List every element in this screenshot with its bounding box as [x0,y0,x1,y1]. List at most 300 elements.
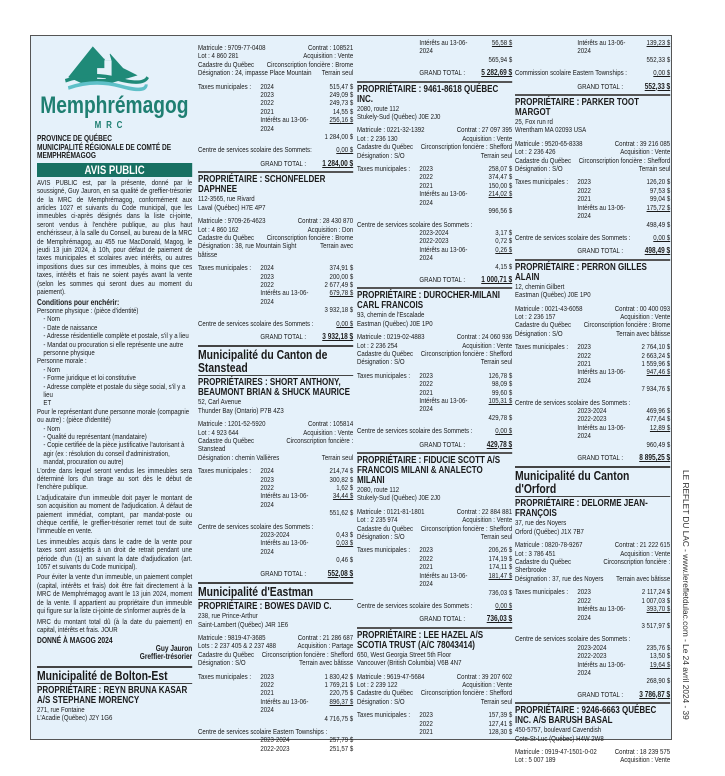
tax-amount: 256,16 $ [329,115,354,125]
school-taxes [198,320,353,328]
owner-address-line: Cote-St-Luc (Québec) H4W 2W8 [515,733,604,743]
notice-list-item: - Nom [43,423,60,433]
tax-amount: 249,09 $ [329,90,354,100]
notice-line: Pour le représentant d'une personne morale (compagnie ou autre) : (pièce d'identité) [37,406,190,425]
tax-row [357,572,512,589]
info-left: Désignation : 24, impasse Place Mountain [198,68,312,78]
owner-address-line: Orford (Québec) J1X 7B7 [515,526,584,536]
spacer [357,441,419,449]
property-info [515,305,670,339]
tax-label [357,56,419,64]
owner-block [198,171,353,212]
owner-name: PROPRIÉTAIRE : REYN BRUNA KASAR A/S STEPHANE MORENCY [37,684,188,706]
tax-label: Taxes municipales : [515,342,569,352]
notice-list-item: - Forme juridique et loi constitutive [43,373,136,383]
tax-row [357,207,512,215]
owner-address-line: 238, rue Prince-Arthur [198,611,258,621]
tax-period: Intérêts au 13-06-2024 [419,244,468,263]
tax-amount: 469,96 $ [646,406,671,415]
tax-label [515,39,577,56]
tax-row [515,441,670,449]
school-amount: 0,00 $ [495,600,513,610]
owner-address-line: 93, chemin de l'Escalade [357,310,425,320]
tax-row [515,385,670,393]
tax-amount: 126,20 $ [646,177,671,187]
property-info [198,44,353,78]
info-left: Lot : 2 236 157 [515,311,556,321]
tax-label [198,492,260,509]
info-left: Lot : 2 236 426 [515,147,556,157]
tax-period: 2022 [260,483,274,493]
tax-label [515,622,577,630]
info-row [515,575,670,583]
tax-period: 2021 [419,387,433,397]
tax-amount: 551,62 $ [329,508,354,518]
tax-period: 2023-2024 [577,406,607,415]
tax-period: 2023 [419,710,433,720]
school-amount: 0,00 $ [653,68,671,78]
grand-total-label: GRAND TOTAL : [260,568,307,578]
tax-row [198,476,353,484]
grand-total-amount: 1 000,71 $ [481,274,513,284]
tax-period [577,622,630,630]
tax-period: 2021 [419,726,433,736]
tax-period: 2023 [577,177,591,187]
tax-period: 2023 [260,271,274,281]
property-info [198,420,353,462]
info-left: Cadastre du Québec [198,59,255,69]
tax-label [198,108,260,116]
grand-total-amount: 552,08 $ [327,568,354,578]
owner-block [515,702,670,743]
tax-label [515,385,577,393]
tax-amount: 150,00 $ [488,180,513,190]
info-row [515,756,670,764]
info-row [198,659,353,667]
tax-amount: 19,64 $ [649,659,671,669]
property-info [515,748,670,765]
tax-amount: 0,03 $ [336,538,354,548]
tax-period: 2023 [577,587,591,597]
tax-period [577,385,630,393]
grand-total-label: GRAND TOTAL : [260,331,307,341]
tax-amount: 126,78 $ [488,370,513,380]
tax-period [577,56,630,64]
info-right: Terrain avec [320,241,354,251]
tax-label [357,263,419,271]
tax-amount: 4 716,75 $ [324,713,354,723]
owner-name: PROPRIÉTAIRE : 9461-8618 QUÉBEC INC. [357,83,499,105]
school-label: Centre de services scolaire des Sommets : [515,634,631,644]
property-info [198,634,353,668]
tax-amount: 3 932,18 $ [324,305,354,315]
tax-label [515,187,577,195]
tax-label [357,380,419,388]
tax-label [515,221,577,229]
info-right: Contrat : 24 060 936 [456,332,513,342]
school-taxes [357,602,512,610]
tax-amount: 251,57 $ [329,743,354,753]
tax-amount: 249,73 $ [329,98,354,108]
tax-amount: 99,60 $ [491,387,513,397]
tax-period: 2024 [260,466,274,476]
grand-total-amount: 3 786,87 $ [639,689,671,699]
info-right: Contrat : 00 400 093 [614,303,671,313]
tax-period: 2022 [419,379,433,389]
tax-amount: 200,00 $ [329,271,354,281]
spacer [357,276,419,284]
info-right: Terrain avec bâtisse [616,328,671,338]
owner-address-line: Eastman (Québec) J0E 1P0 [515,290,591,300]
info-left: Matricule : 0820-78-9267 [515,540,583,550]
tax-row [357,372,512,380]
grand-total-label: GRAND TOTAL : [577,689,624,699]
info-right: Circonscription foncière : Shefford [578,155,671,165]
owner-name: PROPRIÉTAIRE : BOWES DAVID C. [198,601,332,613]
tax-amount: 0,46 $ [336,555,354,565]
grand-total [515,454,670,462]
tax-period [260,556,313,564]
tax-period: 2023 [577,342,591,352]
owner-address-line: 2080, route 112 [357,485,400,495]
grand-total [198,570,353,578]
owner-block [357,452,512,503]
tax-label [198,689,260,697]
grand-total-label: GRAND TOTAL : [419,439,466,449]
tax-period: Intérêts au 13-06-2024 [577,202,626,221]
info-right: Contrat : 28 430 870 [297,216,354,226]
tax-period: 2021 [577,194,591,204]
page-footer-vertical [679,470,693,730]
tax-amount: 175,72 $ [646,202,671,212]
info-row [515,330,670,338]
tax-amount: 12,89 $ [649,422,671,432]
info-left: Cadastre du Québec [357,688,414,698]
info-right: Circonscription foncière : Shefford [420,142,513,152]
tax-amount: 393,70 $ [646,604,671,614]
grand-total [515,247,670,255]
notice-list-item: ET [43,398,52,408]
grand-total [198,160,353,168]
tax-row [515,661,670,678]
tax-label [515,441,577,449]
tax-label [357,207,419,215]
tax-period: 2022 [419,172,433,182]
tax-period: 2022 [260,679,274,689]
tax-period: Intérêts au 13-06-2024 [260,538,309,556]
tax-label [515,195,577,203]
info-row [357,533,512,541]
tax-label [198,306,260,314]
info-left: Désignation : S/O [515,164,563,174]
tax-amount: 139,23 $ [646,38,671,47]
column-1 [37,39,192,722]
grand-total-label: GRAND TOTAL : [419,68,466,78]
owner-block [515,498,670,536]
tax-amount: 2 663,24 $ [641,350,671,360]
tax-row [515,605,670,622]
tax-row [198,715,353,723]
tax-amount: 220,75 $ [329,688,354,698]
info-row [357,358,512,366]
tax-period: Intérêts au 13-06-2024 [577,604,626,622]
info-right: Acquisition : Vente [462,515,513,525]
municipal-taxes [357,39,512,64]
tax-amount: 947,46 $ [646,367,671,377]
school-amount: 0,00 $ [495,426,513,436]
info-right: Circonscription foncière : Shefford [420,348,513,358]
spacer [357,69,419,77]
tax-amount: 960,49 $ [646,439,671,449]
notice-line: Personne morale : [37,356,87,366]
tax-amount: 206,26 $ [488,545,513,555]
info-left: Désignation : 37, rue des Noyers [515,573,604,583]
logo-name: Memphrémagog [40,92,189,119]
owner-address-line: Vancouver (British Columbia) V6B 4N7 [357,658,462,668]
tax-row [198,289,353,306]
school-label: Centre de services scolaire des Sommets : [357,219,473,229]
tax-period: Intérêts au 13-06-2024 [419,38,468,56]
tax-row [198,556,353,564]
tax-label [357,397,419,414]
info-left: Lot : 2 235 974 [357,515,398,525]
tax-amount: 1 559,96 $ [641,358,671,368]
tax-label [515,407,577,415]
info-row [357,152,512,160]
municipal-taxes [357,546,512,596]
info-right: Contrat : 105814 [307,419,354,429]
tax-period [577,221,630,229]
tax-label [357,720,419,728]
tax-amount: 97,53 $ [649,185,671,195]
tax-period: 2023 [419,545,433,555]
owner-address-line: Laval (Québec) H7E 4P7 [198,202,266,212]
owner-address-line: Thunder Bay (Ontario) P7B 4Z3 [198,405,284,415]
municipal-taxes [198,264,353,314]
tax-amount: 258,07 $ [488,164,513,174]
tax-label [515,352,577,360]
info-right: Acquisition : Vente [303,427,354,437]
public-notice-frame [30,35,672,765]
grand-total-amount: 5 282,69 $ [481,68,513,78]
municipal-taxes [515,343,670,393]
tax-amount: 235,76 $ [646,642,671,652]
tax-label [357,589,419,597]
info-right: Acquisition : Vente [462,133,513,143]
info-right: Acquisition : Vente [462,679,513,689]
owner-address-line: Stukely-Sud (Québec) J0E 2J0 [357,112,441,122]
tax-row [357,190,512,207]
info-left: Désignation : S/O [357,696,405,706]
municipality-heading: Municipalité d'Eastman [198,582,353,600]
info-right: Terrain seul [480,357,513,367]
info-right: Acquisition : Vente [462,340,513,350]
info-right: Contrat : 39 207 602 [456,671,513,681]
grand-total [357,615,512,623]
grand-total [515,691,670,699]
tax-row [357,397,512,414]
info-left: bâtisse [198,249,218,259]
tax-row [198,116,353,133]
info-left: Cadastre du Québec [198,436,255,445]
tax-label: Taxes municipales : [515,177,569,187]
signature-title: Greffier-trésorier [139,652,193,662]
tax-label [357,237,419,245]
grand-total [357,69,512,77]
info-right: Acquisition : Vente [620,147,671,157]
info-right: Contrat : 27 097 395 [456,125,513,135]
info-left: Matricule : 0021-43-6058 [515,303,583,313]
tax-amount: 4,15 $ [495,261,513,271]
info-right: Circonscription foncière : Brome [266,232,354,242]
tax-label [357,39,419,56]
tax-label [198,736,260,744]
tax-amount: 105,31 $ [488,396,513,405]
tax-amount: 498,49 $ [646,219,671,229]
notice-list-item: - Adresse résidentielle complète et postale, s'il y a lieu [43,331,189,341]
tax-row [515,622,670,630]
tax-label [515,677,577,685]
grand-total [515,83,670,91]
municipality-heading: Municipalité du Canton de Stanstead [198,345,353,376]
tax-period: Intérêts au 13-06-2024 [577,367,626,385]
tax-amount: 679,78 $ [329,288,354,298]
owner-block [37,685,192,723]
info-left: Désignation : S/O [198,658,246,668]
tax-amount: 429,78 $ [488,412,513,422]
info-left: Désignation : chemin Vallières [198,452,280,462]
owner-name: PROPRIÉTAIRE : 9246-6663 QUÉBEC INC. A/S BARUSH BASAL [515,705,657,727]
notice-list-item: - Mandat ou procuration si elle représente une autre personne physique [43,339,184,357]
spacer [198,160,260,168]
info-row [198,69,353,77]
tax-amount: 214,02 $ [488,189,513,199]
info-left: Cadastre du Québec [515,320,572,330]
school-label: Centre de services scolaire des Sommets : [357,426,473,436]
tax-label [515,661,577,678]
info-right: Contrat : 18 239 575 [614,746,671,756]
tax-period: Intérêts au 13-06-2024 [577,38,626,56]
notice-heading: Conditions pour enchérir: [37,297,120,308]
info-left: Matricule : 9520-65-8338 [515,138,583,148]
info-right: Contrat : 22 884 881 [456,506,513,516]
tax-amount: 736,03 $ [488,587,513,597]
school-taxes [515,69,670,77]
tax-label [198,484,260,492]
info-right: Circonscription foncière : Brome [583,320,671,330]
info-right: Contrat : 39 216 085 [614,138,671,148]
footer-text: LE REFLET DU LAC - www.lerefletdulac.com - Le 24 avril 2024 - 39 [681,470,691,720]
owner-name: PROPRIÉTAIRE : LEE HAZEL A/S SCOTIA TRUST (A/C 78043414) [357,629,484,651]
school-label: Centre de services scolaire des Sommets: [198,145,312,155]
notice-body [37,179,192,645]
tax-amount: 34,44 $ [332,491,354,501]
tax-label: Taxes municipales : [198,466,252,476]
info-left: Lot : 4 860 162 [198,224,239,234]
tax-label [198,289,260,306]
owner-address-line: 650, West Georgia Street 5th Floor [357,649,452,659]
info-right: Terrain seul [480,532,513,542]
tax-period: 2021 [419,180,433,190]
info-right: Contrat : 108521 [307,43,354,52]
tax-label: Taxes municipales : [198,81,252,91]
info-left: Stanstead [198,444,226,454]
tax-period: 2022-2023 [419,236,449,246]
tax-label [198,509,260,517]
info-left: Lots : 2 237 405 & 2 237 488 [198,641,277,651]
tax-period [419,207,472,215]
tax-label [515,360,577,368]
municipal-taxes [198,673,353,723]
tax-row [357,589,512,597]
tax-period: 2021 [419,562,433,572]
tax-label [198,539,260,556]
owner-address-line: Eastman (Québec) J0E 1P0 [357,318,433,328]
tax-period: 2023 [419,370,433,380]
school-label: Centre de services scolaire des Sommets : [198,521,314,531]
tax-label [515,597,577,605]
tax-amount: 1 284,00 $ [324,132,354,142]
spacer [198,570,260,578]
tax-row [198,539,353,556]
info-right: Acquisition : Vente [620,548,671,558]
tax-amount: 99,04 $ [649,194,671,204]
tax-row [515,677,670,685]
school-label: Centre de services scolaire des Sommets : [515,232,631,242]
tax-period: 2022 [260,98,274,108]
info-left: Matricule : 1201-52-5920 [198,419,266,429]
owner-address-line: Stukely-Sud (Québec) J0E 2J0 [357,493,441,503]
tax-label: Taxes municipales : [198,263,252,273]
owner-name: PROPRIÉTAIRE : PERRON GILLES ALAIN [515,261,647,283]
tax-row [357,728,512,736]
tax-label [198,556,260,564]
tax-period [260,509,313,517]
grand-total [198,333,353,341]
owner-name: PROPRIÉTAIRE : DUROCHER-MILANI CARL FRANCOIS [357,290,500,312]
municipal-taxes [198,83,353,142]
tax-row [198,492,353,509]
info-left: Lot : 3 786 451 [515,548,556,558]
info-left: Lot : 4 923 644 [198,427,239,437]
info-left: Matricule : 9709-26-4623 [198,216,266,226]
info-right: Circonscription foncière : Shefford [420,523,513,533]
tax-period: 2021 [577,358,591,368]
info-right: Acquisition : Vente [620,311,671,321]
tax-amount: 14,55 $ [332,106,354,116]
info-left: Désignation : S/O [357,532,405,542]
notice-line: Personne physique : (pièce d'identité) [37,305,139,315]
grand-total-label: GRAND TOTAL : [419,274,466,284]
info-right: Acquisition : Partage [297,641,354,651]
tax-row [357,246,512,263]
municipal-taxes [198,467,353,517]
municipal-taxes [357,711,512,736]
owner-name: PROPRIÉTAIRE : SCHONFELDER DAPHNEE [198,174,326,196]
info-right: Terrain avec bâtisse [299,658,354,668]
tax-label: Taxes municipales : [198,671,252,681]
tax-amount: 128,30 $ [488,726,513,736]
school-taxes [357,427,512,435]
info-row [198,454,353,462]
owner-address-line: L'Acadie (Québec) J2Y 1G6 [37,712,113,722]
column-3 [357,39,513,736]
school-taxes [198,146,353,154]
info-right: Contrat : 21 286 687 [297,632,354,642]
tax-period: Intérêts au 13-06-2024 [260,288,309,306]
tax-amount: 300,82 $ [329,474,354,484]
province-line: PROVINCE DE QUÉBEC [37,134,112,143]
